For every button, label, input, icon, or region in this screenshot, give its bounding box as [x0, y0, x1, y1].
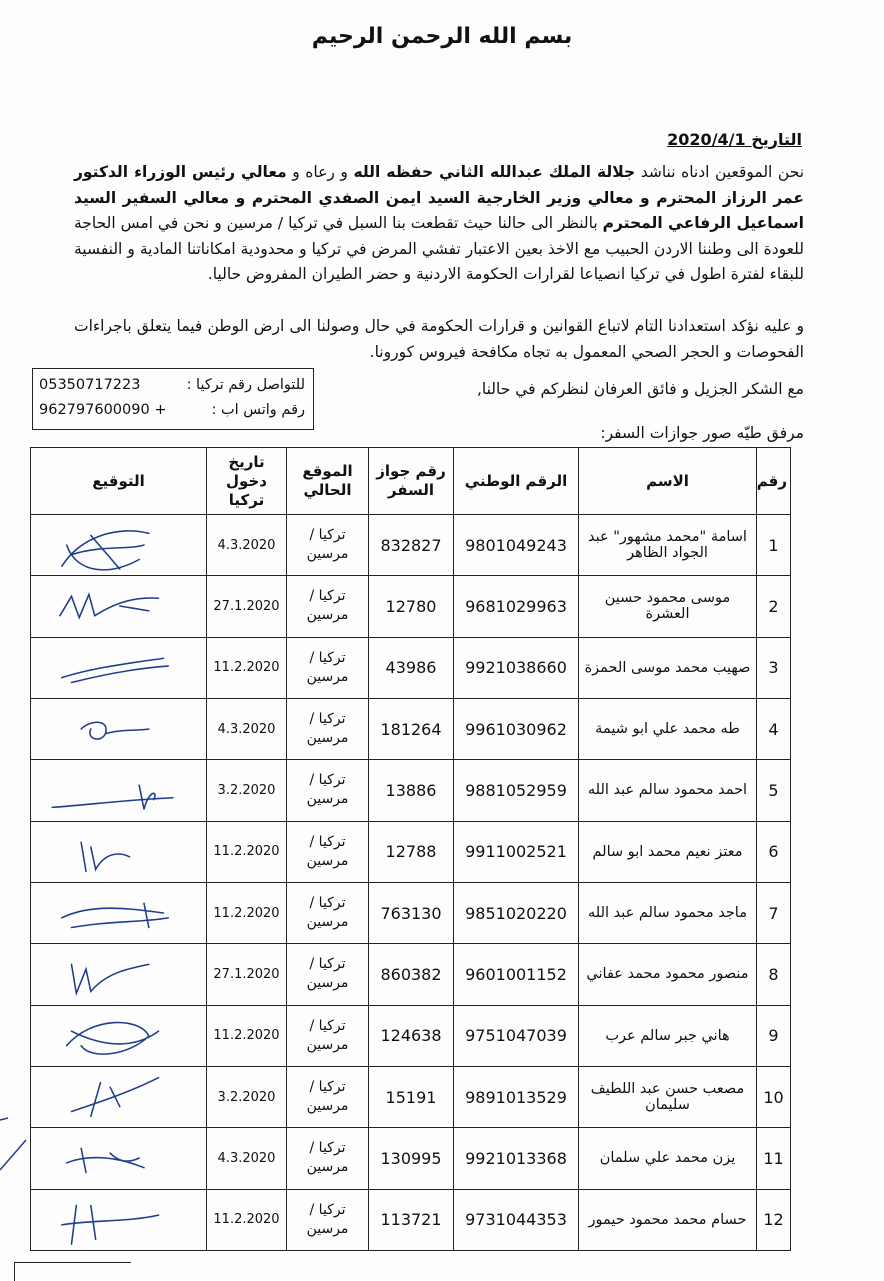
table-header-row [31, 448, 791, 515]
row-passport: 181264 [369, 698, 454, 759]
handwritten-signature [27, 639, 203, 697]
row-entry-date: 4.3.2020 [207, 515, 287, 576]
row-name: حسام محمد محمود حيمور [579, 1189, 757, 1250]
row-name: احمد محمود سالم عبد الله [579, 760, 757, 821]
row-national-id: 9801049243 [454, 515, 579, 576]
row-entry-date: 4.3.2020 [207, 1128, 287, 1189]
row-location: تركيا / مرسين [287, 1189, 369, 1250]
header-name: الاسم [579, 448, 757, 515]
row-number: 6 [757, 821, 791, 882]
header-num: رقم [757, 448, 791, 515]
header-location: الموقع الحالي [287, 448, 369, 515]
contact-whatsapp-row [39, 398, 305, 423]
row-passport: 12780 [369, 576, 454, 637]
row-location: تركيا / مرسين [287, 1005, 369, 1066]
handwritten-signature [27, 823, 203, 881]
row-name: منصور محمود محمد عفاني [579, 944, 757, 1005]
handwritten-signature [27, 700, 203, 758]
row-passport: 43986 [369, 637, 454, 698]
row-location: تركيا / مرسين [287, 760, 369, 821]
row-entry-date: 11.2.2020 [207, 821, 287, 882]
handwritten-signature [27, 1129, 203, 1187]
row-location: تركيا / مرسين [287, 1066, 369, 1127]
handwritten-signature [27, 1191, 203, 1249]
row-name: اسامة "محمد مشهور" عبد الجواد الظاهر [579, 515, 757, 576]
row-entry-date: 11.2.2020 [207, 1005, 287, 1066]
row-signature [31, 515, 207, 576]
attachment-line: مرفق طيّه صور جوازات السفر: [600, 424, 804, 442]
row-number: 10 [757, 1066, 791, 1127]
intro-paragraph [74, 160, 804, 288]
row-name: صهيب محمد موسى الحمزة [579, 637, 757, 698]
row-name: يزن محمد علي سلمان [579, 1128, 757, 1189]
row-location: تركيا / مرسين [287, 821, 369, 882]
contact-turkey-row [39, 373, 305, 398]
row-entry-date: 3.2.2020 [207, 760, 287, 821]
row-signature [31, 1066, 207, 1127]
row-national-id: 9851020220 [454, 882, 579, 943]
row-signature [31, 698, 207, 759]
row-signature [31, 821, 207, 882]
row-name: مصعب حسن عبد اللطيف سليمان [579, 1066, 757, 1127]
row-number: 5 [757, 760, 791, 821]
table-row [31, 821, 791, 882]
row-passport: 832827 [369, 515, 454, 576]
row-location: تركيا / مرسين [287, 515, 369, 576]
row-location: تركيا / مرسين [287, 944, 369, 1005]
row-number: 1 [757, 515, 791, 576]
passport-table [30, 447, 791, 1251]
row-entry-date: 27.1.2020 [207, 944, 287, 1005]
row-entry-date: 27.1.2020 [207, 576, 287, 637]
table-row [31, 698, 791, 759]
header-entry-date: تاريخ دخول تركيا [207, 448, 287, 515]
table-row [31, 1066, 791, 1127]
handwritten-signature [27, 577, 203, 635]
row-name: موسى محمود حسين العشرة [579, 576, 757, 637]
next-page-table-edge [14, 1262, 131, 1281]
row-location: تركيا / مرسين [287, 882, 369, 943]
basmala-heading: بسم الله الرحمن الرحيم [311, 24, 573, 49]
row-passport: 124638 [369, 1005, 454, 1066]
table-row [31, 1128, 791, 1189]
row-entry-date: 11.2.2020 [207, 637, 287, 698]
row-entry-date: 4.3.2020 [207, 698, 287, 759]
row-passport: 763130 [369, 882, 454, 943]
handwritten-signature [27, 945, 203, 1003]
row-national-id: 9911002521 [454, 821, 579, 882]
row-passport: 12788 [369, 821, 454, 882]
row-national-id: 9921038660 [454, 637, 579, 698]
row-number: 4 [757, 698, 791, 759]
row-national-id: 9961030962 [454, 698, 579, 759]
row-entry-date: 3.2.2020 [207, 1066, 287, 1127]
row-signature [31, 944, 207, 1005]
row-entry-date: 11.2.2020 [207, 1189, 287, 1250]
row-signature [31, 637, 207, 698]
table-row [31, 637, 791, 698]
row-national-id: 9891013529 [454, 1066, 579, 1127]
handwritten-signature [27, 1007, 203, 1065]
row-location: تركيا / مرسين [287, 698, 369, 759]
row-number: 2 [757, 576, 791, 637]
intro-text-1: نحن الموقعين ادناه نناشد [635, 163, 805, 181]
table-row [31, 944, 791, 1005]
row-passport: 860382 [369, 944, 454, 1005]
row-name: طه محمد علي ابو شيمة [579, 698, 757, 759]
letter-date: التاريخ 2020/4/1 [667, 130, 802, 149]
row-national-id: 9731044353 [454, 1189, 579, 1250]
header-national-id: الرقم الوطني [454, 448, 579, 515]
row-national-id: 9601001152 [454, 944, 579, 1005]
table-row [31, 515, 791, 576]
row-passport: 13886 [369, 760, 454, 821]
row-entry-date: 11.2.2020 [207, 882, 287, 943]
handwritten-signature [27, 761, 203, 819]
margin-scribble [0, 1100, 30, 1180]
row-signature [31, 1005, 207, 1066]
table-row [31, 1189, 791, 1250]
row-location: تركيا / مرسين [287, 637, 369, 698]
row-name: معتز نعيم محمد ابو سالم [579, 821, 757, 882]
commitment-paragraph: و عليه نؤكد استعدادنا التام لاتباع القوانين و قرارات الحكومة في حال وصولنا الى ارض الوطن فيما يتعلق باجراءات الفحوصات و الحجر الصحي المعمول به تجاه مكافحة فيروس كورونا. [74, 317, 804, 361]
intro-text-2: و رعاه و [286, 163, 354, 181]
row-name: ماجد محمود سالم عبد الله [579, 882, 757, 943]
row-national-id: 9681029963 [454, 576, 579, 637]
header-passport: رقم جواز السفر [369, 448, 454, 515]
intro-text-3: بالنظر الى حالنا حيث تقطعت بنا السبل في تركيا / مرسين و نحن في امس الحاجة للعودة الى وطننا الاردن الحبيب مع الاخذ بعين الاعتبار تفشي المرض في تركيا و محدودية امكاناتنا المادية و النفسية للبقاء لفترة اطول في تركيا انصياعا لقرارات الحكومة الاردنية و حضر الطيران المفروض حاليا. [74, 214, 804, 283]
handwritten-signature [27, 1068, 203, 1126]
table-row [31, 882, 791, 943]
row-number: 7 [757, 882, 791, 943]
contact-turkey-number: 05350717223 [39, 377, 141, 393]
row-national-id: 9921013368 [454, 1128, 579, 1189]
table-row [31, 760, 791, 821]
row-passport: 113721 [369, 1189, 454, 1250]
row-number: 12 [757, 1189, 791, 1250]
row-signature [31, 760, 207, 821]
contact-whatsapp-number: 962797600090 + [39, 402, 167, 418]
row-number: 3 [757, 637, 791, 698]
row-signature [31, 1128, 207, 1189]
table-row [31, 576, 791, 637]
thanks-line: مع الشكر الجزيل و فائق العرفان لنظركم في حالنا, [476, 380, 804, 398]
intro-addressee-officials: معالي رئيس الوزراء الدكتور عمر الرزاز المحترم و معالي وزير الخارجية السيد ايمن الصفدي المحترم و معالي السفير السيد اسماعيل الرفاعي المحترم [74, 163, 804, 232]
handwritten-signature [27, 884, 203, 942]
handwritten-signature [27, 516, 203, 574]
row-location: تركيا / مرسين [287, 576, 369, 637]
row-number: 11 [757, 1128, 791, 1189]
row-signature [31, 882, 207, 943]
contact-box [32, 368, 314, 430]
row-number: 9 [757, 1005, 791, 1066]
row-national-id: 9881052959 [454, 760, 579, 821]
row-signature [31, 1189, 207, 1250]
row-number: 8 [757, 944, 791, 1005]
row-name: هاني جبر سالم عرب [579, 1005, 757, 1066]
contact-whatsapp-label: رقم واتس اب : [211, 402, 305, 418]
header-signature: التوقيع [31, 448, 207, 515]
table-row [31, 1005, 791, 1066]
row-passport: 15191 [369, 1066, 454, 1127]
row-passport: 130995 [369, 1128, 454, 1189]
row-signature [31, 576, 207, 637]
row-national-id: 9751047039 [454, 1005, 579, 1066]
intro-addressee-king: جلالة الملك عبدالله الثاني حفظه الله [353, 163, 636, 181]
row-location: تركيا / مرسين [287, 1128, 369, 1189]
contact-turkey-label: للتواصل رقم تركيا : [186, 377, 305, 393]
